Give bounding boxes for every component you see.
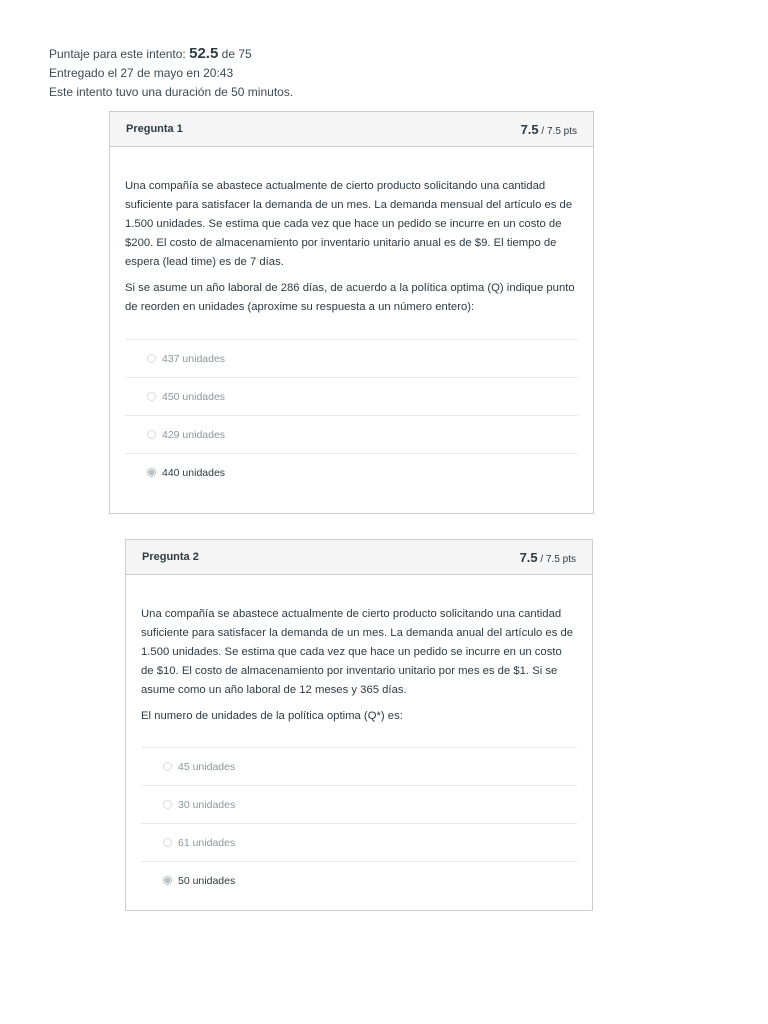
score-value: 52.5 — [189, 45, 219, 62]
answer-label: 450 unidades — [162, 390, 226, 403]
question-prompt: El numero de unidades de la política optima (Q*) es: — [141, 710, 403, 722]
radio-icon[interactable] — [147, 354, 156, 363]
answer-list — [125, 339, 578, 491]
answer-option-selected[interactable] — [125, 453, 578, 491]
question-2 — [125, 539, 593, 911]
answer-option-selected[interactable] — [141, 861, 577, 899]
question-title: Pregunta 1 — [126, 123, 183, 135]
question-prompt: Si se asume un año laboral de 286 días, de acuerdo a la política optima (Q) indique punto de reorden en unidades (aproxime su respuesta a un número entero): — [125, 282, 575, 313]
score-label: Puntaje para este intento: — [49, 47, 186, 61]
question-1 — [109, 111, 594, 514]
attempt-duration: Este intento tuvo una duración de 50 minutos. — [49, 85, 294, 99]
answer-label: 30 unidades — [178, 798, 236, 811]
answer-option[interactable] — [125, 415, 578, 453]
question-body — [126, 605, 592, 899]
answer-option[interactable] — [125, 339, 578, 377]
answer-list — [141, 747, 577, 899]
radio-icon[interactable] — [147, 392, 156, 401]
points-possible: / 7.5 pts — [541, 125, 577, 137]
score-line — [49, 44, 293, 64]
question-points — [520, 550, 576, 565]
answer-label: 440 unidades — [162, 466, 226, 479]
radio-icon[interactable] — [147, 430, 156, 439]
answer-option[interactable] — [125, 377, 578, 415]
answer-option[interactable] — [141, 747, 577, 785]
score-total: de 75 — [221, 47, 252, 61]
radio-selected-icon[interactable] — [163, 876, 172, 885]
submitted-date: Entregado el 27 de mayo en 20:43 — [49, 66, 234, 80]
question-header — [110, 112, 593, 147]
answer-label: 61 unidades — [178, 836, 236, 849]
points-possible: / 7.5 pts — [540, 553, 576, 565]
question-text: Una compañía se abastece actualmente de cierto producto solicitando una cantidad suficiente para satisfacer la demanda de un mes. La demanda anual del artículo es de 1.500 unidades. Se estima que cada vez que hace un pedido se incurre en un costo de $10. El costo de almacenamiento por inventario unitario por mes es de $1. Si se asume como un año laboral de 12 meses y 365 días. — [141, 608, 574, 696]
answer-label: 437 unidades — [162, 352, 226, 365]
attempt-summary — [49, 44, 293, 102]
answer-label: 429 unidades — [162, 428, 226, 441]
points-earned: 7.5 — [519, 549, 538, 565]
question-title: Pregunta 2 — [142, 551, 199, 563]
answer-option[interactable] — [141, 785, 577, 823]
radio-icon[interactable] — [163, 838, 172, 847]
question-body — [110, 177, 593, 491]
answer-option[interactable] — [141, 823, 577, 861]
answer-label: 50 unidades — [178, 874, 236, 887]
radio-icon[interactable] — [163, 800, 172, 809]
question-header — [126, 540, 592, 575]
radio-selected-icon[interactable] — [147, 468, 156, 477]
question-text: Una compañía se abastece actualmente de cierto producto solicitando una cantidad suficiente para satisfacer la demanda de un mes. La demanda mensual del artículo es de 1.500 unidades. Se estima que cada vez que hace un pedido se incurre en un costo de $200. El costo de almacenamiento por inventario unitario anual es de $9. El tiempo de espera (lead time) es de 7 días. — [125, 180, 573, 268]
answer-label: 45 unidades — [178, 760, 236, 773]
question-points — [521, 122, 577, 137]
radio-icon[interactable] — [163, 762, 172, 771]
points-earned: 7.5 — [520, 121, 539, 137]
